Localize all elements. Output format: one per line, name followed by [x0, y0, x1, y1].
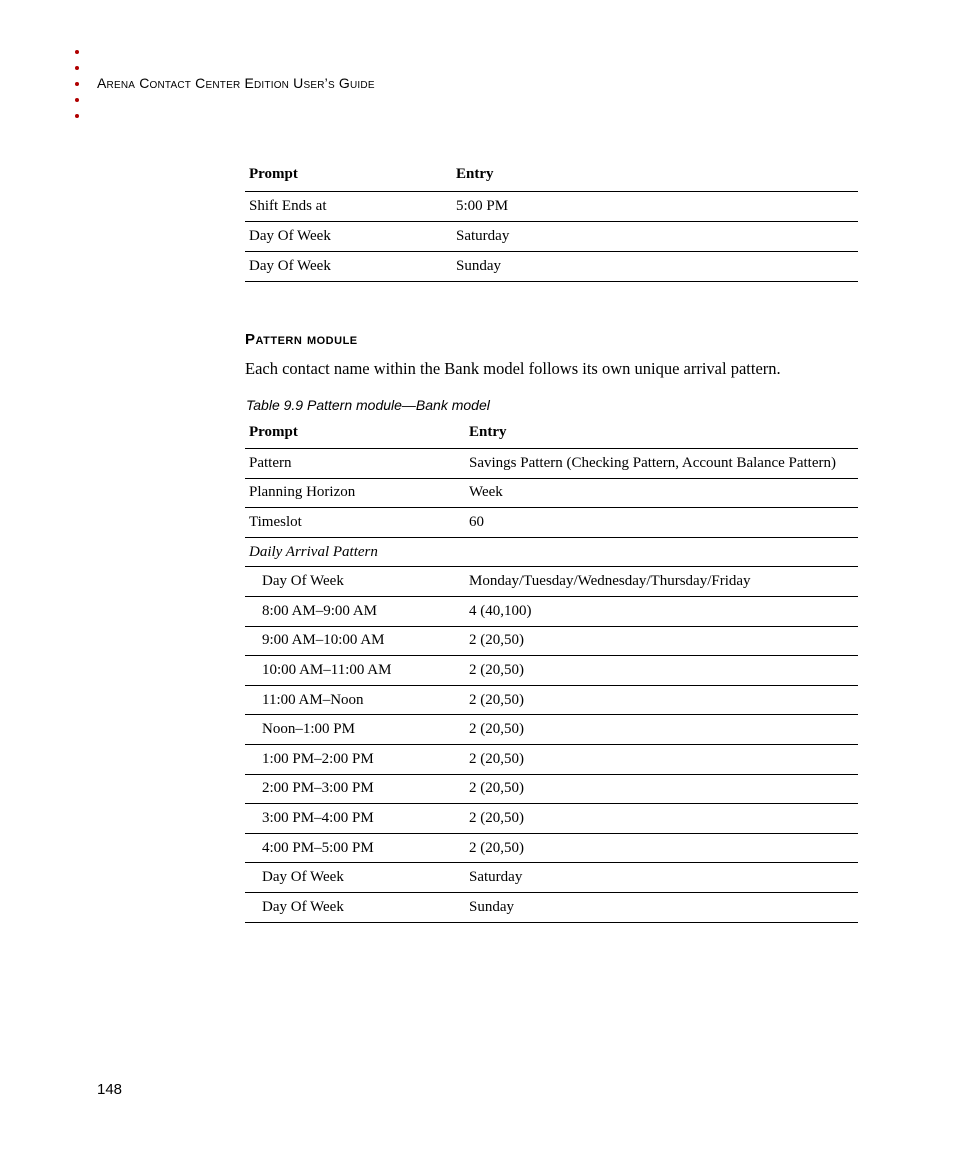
- entry-cell: 2 (20,50): [465, 685, 858, 715]
- prompt-cell: Pattern: [245, 449, 465, 479]
- prompt-cell: Daily Arrival Pattern: [245, 537, 465, 567]
- body-paragraph: Each contact name within the Bank model follows its own unique arrival pattern.: [245, 359, 781, 378]
- prompt-cell: Day Of Week: [245, 222, 452, 252]
- section-heading: Pattern module: [245, 331, 358, 348]
- entry-cell: 2 (20,50): [465, 656, 858, 686]
- entry-cell: 2 (20,50): [465, 744, 858, 774]
- table-row: [245, 478, 858, 508]
- table-header-row: [245, 416, 858, 449]
- bullet-dot-icon: [75, 98, 79, 102]
- table-row: [245, 715, 858, 745]
- table-row: [245, 192, 858, 222]
- prompt-cell: Day Of Week: [245, 892, 465, 922]
- prompt-cell: 9:00 AM–10:00 AM: [245, 626, 465, 656]
- table-caption: Table 9.9 Pattern module—Bank model: [246, 397, 490, 413]
- table-row: [245, 774, 858, 804]
- running-header-title: Arena Contact Center Edition User’s Guide: [97, 75, 375, 91]
- table-row: [245, 449, 858, 479]
- table-row: [245, 537, 858, 567]
- entry-cell: Saturday: [465, 863, 858, 893]
- entry-column-header: Entry: [469, 423, 507, 440]
- table-row: [245, 744, 858, 774]
- table-row: [245, 567, 858, 597]
- entry-cell: Savings Pattern (Checking Pattern, Account Balance Pattern): [465, 449, 858, 479]
- entry-cell: 2 (20,50): [465, 774, 858, 804]
- entry-column-header: Entry: [456, 166, 494, 182]
- table-row: [245, 252, 858, 282]
- prompt-column-header: Prompt: [249, 423, 298, 440]
- page-number: 148: [97, 1081, 123, 1098]
- entry-cell: Monday/Tuesday/Wednesday/Thursday/Friday: [465, 567, 858, 597]
- entry-cell: 5:00 PM: [452, 192, 858, 222]
- entry-cell: 2 (20,50): [465, 715, 858, 745]
- prompt-cell: Shift Ends at: [245, 192, 452, 222]
- entry-cell: Week: [465, 478, 858, 508]
- bullet-dot-icon: [75, 50, 79, 54]
- table-row: [245, 685, 858, 715]
- prompt-cell: 8:00 AM–9:00 AM: [245, 596, 465, 626]
- bullet-dot-icon: [75, 114, 79, 118]
- prompt-cell: Noon–1:00 PM: [245, 715, 465, 745]
- table-row: [245, 863, 858, 893]
- entry-cell: Saturday: [452, 222, 858, 252]
- table-row: [245, 656, 858, 686]
- table-header-row: [245, 158, 858, 192]
- bullet-dot-icon: [75, 66, 79, 70]
- entry-cell: 2 (20,50): [465, 833, 858, 863]
- entry-cell: 2 (20,50): [465, 626, 858, 656]
- entry-cell: Sunday: [465, 892, 858, 922]
- prompt-cell: 4:00 PM–5:00 PM: [245, 833, 465, 863]
- table-row: [245, 596, 858, 626]
- shift-table: [245, 158, 858, 282]
- entry-cell: 60: [465, 508, 858, 538]
- prompt-cell: 1:00 PM–2:00 PM: [245, 744, 465, 774]
- entry-cell: Sunday: [452, 252, 858, 282]
- entry-cell: 2 (20,50): [465, 804, 858, 834]
- prompt-cell: Timeslot: [245, 508, 465, 538]
- entry-cell: 4 (40,100): [465, 596, 858, 626]
- prompt-cell: Day Of Week: [245, 863, 465, 893]
- prompt-cell: 10:00 AM–11:00 AM: [245, 656, 465, 686]
- table-row: [245, 222, 858, 252]
- table-row: [245, 892, 858, 922]
- bullet-dot-icon: [75, 82, 79, 86]
- prompt-cell: 2:00 PM–3:00 PM: [245, 774, 465, 804]
- pattern-module-table: [245, 416, 858, 923]
- table-row: [245, 833, 858, 863]
- table-row: [245, 626, 858, 656]
- entry-cell: [465, 537, 858, 567]
- table-row: [245, 508, 858, 538]
- prompt-cell: Day Of Week: [245, 252, 452, 282]
- table-row: [245, 804, 858, 834]
- prompt-cell: Day Of Week: [245, 567, 465, 597]
- prompt-cell: Planning Horizon: [245, 478, 465, 508]
- prompt-column-header: Prompt: [249, 166, 298, 182]
- prompt-cell: 3:00 PM–4:00 PM: [245, 804, 465, 834]
- prompt-cell: 11:00 AM–Noon: [245, 685, 465, 715]
